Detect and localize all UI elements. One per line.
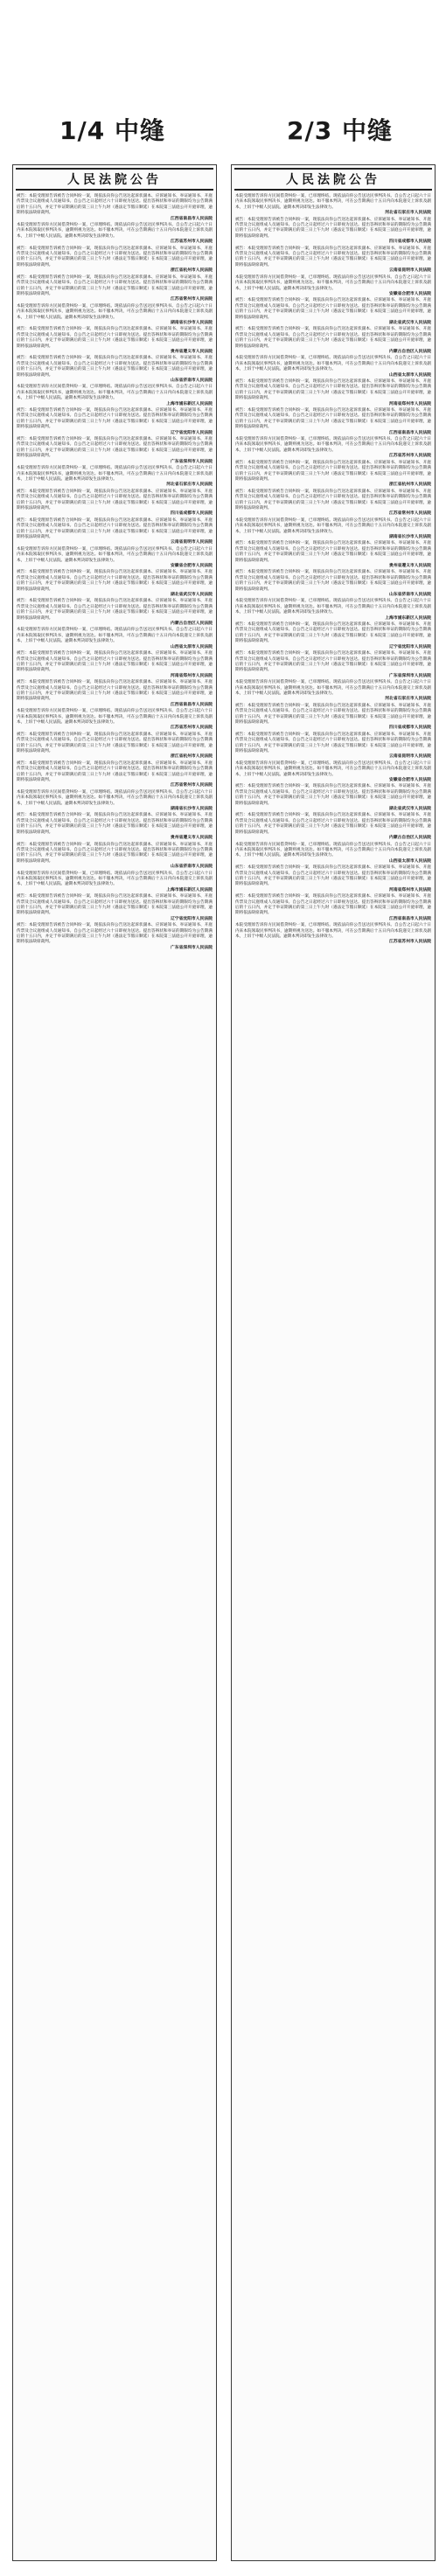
court-name: 贵州省遵义市人民法院 [389,564,431,568]
notice [235,194,431,217]
court-name: 内蒙古自治区人民法院 [171,621,213,627]
notice-text: 被告：本院受理原告诉被告合同纠纷一案，现依法向你公告送达起诉状副本、应诉通知书、举证通知书、开庭传票及合议庭组成人员通知书。自公告之日起经过六十日即视为送达。提出答辩状和举证的期限均为公告期满后的十五日内，并定于举证期满后的第三日上午九时（遇法定节假日顺延）在本院第三法庭公开开庭审理，逾期将依法缺席裁判。 [235,460,431,482]
notice-text: 被告：本院受理原告诉被告合同纠纷一案，现依法向你公告送达起诉状副本、应诉通知书、举证通知书、开庭传票及合议庭组成人员通知书。自公告之日起经过六十日即视为送达。提出答辩状和举证的期限均为公告期满后的十五日内，并定于举证期满后的第三日上午九时（遇法定节假日顺延）在本院第三法庭公开开庭审理，逾期将依法缺席裁判。 [17,408,213,430]
court-name: 河南省郑州市人民法院 [171,673,213,678]
court-name: 江西省南昌市人民法院 [389,916,431,921]
notice-text: 被告：本院受理原告诉被告合同纠纷一案，现依法向你公告送达起诉状副本、应诉通知书、举证通知书、开庭传票及合议庭组成人员通知书。自公告之日起经过六十日即视为送达。提出答辩状和举证的期限均为公告期满后的十五日内，并定于举证期满后的第三日上午九时（遇法定节假日顺延）在本院第三法庭公开开庭审理，逾期将依法缺席裁判。 [17,680,213,702]
notice [17,408,213,436]
court-name: 贵州省遵义市人民法院 [171,349,213,354]
notice-text: 被告：本院受理原告诉被告合同纠纷一案，现依法向你公告送达起诉状副本、应诉通知书、举证通知书、开庭传票及合议庭组成人员通知书。自公告之日起经过六十日即视为送达。提出答辩状和举证的期限均为公告期满后的十五日内，并定于举证期满后的第三日上午九时（遇法定节假日顺延）在本院第三法庭公开开庭审理，逾期将依法缺席裁判。 [235,298,431,320]
notice [235,218,431,246]
notice-text: 被告：本院受理原告诉被告合同纠纷一案，现依法向你公告送达起诉状副本、应诉通知书、举证通知书、开庭传票及合议庭组成人员通知书。自公告之日起经过六十日即视为送达。提出答辩状和举证的期限均为公告期满后的十五日内，并定于举证期满后的第三日上午九时（遇法定节假日顺延）在本院第三法庭公开开庭审理，逾期将依法缺席裁判。 [17,760,213,783]
court-name: 上海市浦东新区人民法院 [385,615,431,621]
notice [17,599,213,627]
notice-text: 被告：本院受理原告诉被告合同纠纷一案，现依法向你公告送达起诉状副本、应诉通知书、举证通知书、开庭传票及合议庭组成人员通知书。自公告之日起经过六十日即视为送达。提出答辩状和举证的期限均为公告期满后的十五日内，并定于举证期满后的第三日上午九时（遇法定节假日顺延）在本院第三法庭公开开庭审理，逾期将依法缺席裁判。 [17,813,213,835]
notice [17,843,213,871]
notice [235,518,431,541]
notice-text: 本院受理原告诉你方民间借贷纠纷一案，已审理终结。现依法向你公告送达民事判决书。自公告之日起六十日内来本院领取民事判决书，逾期则视为送达。如不服本判决，可在公告期满后十五日内向本院递交上诉状及副本，上诉于中级人民法院。逾期本判决即发生法律效力。 [17,789,213,806]
court-name: 安徽省合肥市人民法院 [389,778,431,783]
notice [235,894,431,922]
notice [17,327,213,355]
notice-text: 被告：本院受理原告诉被告合同纠纷一案，现依法向你公告送达起诉状副本、应诉通知书、举证通知书、开庭传票及合议庭组成人员通知书。自公告之日起经过六十日即视为送达。提出答辩状和举证的期限均为公告期满后的十五日内，并定于举证期满后的第三日上午九时（遇法定节假日顺延）在本院第三法庭公开开庭审理，逾期将依法缺席裁判。 [235,217,431,239]
notice [235,327,431,355]
notice [235,599,431,621]
left-notice-body [13,194,216,951]
left-notice-column [12,164,217,2561]
notice-text: 本院受理原告诉你方民间借贷纠纷一案，已审理终结。现依法向你公告送达民事判决书。自公告之日起六十日内来本院领取民事判决书，逾期则视为送达。如不服本判决，可在公告期满后十五日内向本院递交上诉状及副本，上诉于中级人民法院。逾期本判决即发生法律效力。 [17,466,213,482]
court-name: 内蒙古自治区人民法院 [389,836,431,841]
notice-text: 被告：本院受理原告诉被告合同纠纷一案，现依法向你公告送达起诉状副本、应诉通知书、举证通知书、开庭传票及合议庭组成人员通知书。自公告之日起经过六十日即视为送达。提出答辩状和举证的期限均为公告期满后的十五日内，并定于举证期满后的第三日上午九时（遇法定节假日顺延）在本院第三法庭公开开庭审理，逾期将依法缺席裁判。 [235,379,431,401]
notice-text: 本院受理原告诉你方民间借贷纠纷一案，已审理终结。现依法向你公告送达民事判决书。自公告之日起六十日内来本院领取民事判决书，逾期则视为送达。如不服本判决，可在公告期满后十五日内向本院递交上诉状及副本，上诉于中级人民法院。逾期本判决即发生法律效力。 [235,923,431,939]
court-name: 江西省南昌市人民法院 [171,702,213,707]
court-name: 上海市浦东新区人民法院 [166,887,213,892]
notice [17,194,213,222]
court-name: 河北省石家庄市人民法院 [385,697,431,702]
notice-text: 被告：本院受理原告诉被告合同纠纷一案，现依法向你公告送达起诉状副本、应诉通知书、举证通知书、开庭传票及合议庭组成人员通知书。自公告之日起经过六十日即视为送达。提出答辩状和举证的期限均为公告期满后的十五日内，并定于举证期满后的第三日上午九时（遇法定节假日顺延）在本院第三法庭公开开庭审理，逾期将依法缺席裁判。 [235,246,431,267]
notice-text: 被告：本院受理原告诉被告合同纠纷一案，现依法向你公告送达起诉状副本、应诉通知书、举证通知书、开庭传票及合议庭组成人员通知书。自公告之日起经过六十日即视为送达。提出答辩状和举证的期限均为公告期满后的十五日内，并定于举证期满后的第三日上午九时（遇法定节假日顺延）在本院第三法庭公开开庭审理，逾期将依法缺席裁判。 [235,784,431,806]
notice [17,356,213,384]
court-name: 广东省深圳市人民法院 [171,945,213,950]
court-name: 四川省成都市人民法院 [389,726,431,731]
notice-text: 本院受理原告诉你方民间借贷纠纷一案，已审理终结。现依法向你公告送达民事判决书。自公告之日起六十日内来本院领取民事判决书，逾期则视为送达。如不服本判决，可在公告期满后十五日内向本院递交上诉状及副本，上诉于中级人民法院。逾期本判决即发生法律效力。 [235,680,431,696]
notice [235,379,431,407]
court-name: 辽宁省沈阳市人民法院 [171,916,213,921]
court-name: 湖北省武汉市人民法院 [389,320,431,325]
notice-text: 被告：本院受理原告诉被告合同纠纷一案，现依法向你公告送达起诉状副本、应诉通知书、举证通知书、开庭传票及合议庭组成人员通知书。自公告之日起经过六十日即视为送达。提出答辩状和举证的期限均为公告期满后的十五日内，并定于举证期满后的第三日上午九时（遇法定节假日顺延）在本院第三法庭公开开庭审理，逾期将依法缺席裁判。 [235,489,431,510]
notice [235,813,431,841]
notice-text: 被告：本院受理原告诉被告合同纠纷一案，现依法向你公告送达起诉状副本、应诉通知书、举证通知书、开庭传票及合议庭组成人员通知书。自公告之日起经过六十日即视为送达。提出答辩状和举证的期限均为公告期满后的十五日内，并定于举证期满后的第三日上午九时（遇法定节假日顺延）在本院第三法庭公开开庭审理，逾期将依法缺席裁判。 [235,732,431,753]
notice-text: 被告：本院受理原告诉被告合同纠纷一案，现依法向你公告送达起诉状副本、应诉通知书、举证通知书、开庭传票及合议庭组成人员通知书。自公告之日起经过六十日即视为送达。提出答辩状和举证的期限均为公告期满后的十五日内，并定于举证期满后的第三日上午九时（遇法定节假日顺延）在本院第三法庭公开开庭审理，逾期将依法缺席裁判。 [235,570,431,592]
court-name: 湖南省长沙市人民法院 [171,807,213,812]
court-name: 安徽省合肥市人民法院 [171,564,213,568]
notice-text: 被告：本院受理原告诉被告合同纠纷一案，现依法向你公告送达起诉状副本、应诉通知书、举证通知书、开庭传票及合议庭组成人员通知书。自公告之日起经过六十日即视为送达。提出答辩状和举证的期限均为公告期满后的十五日内，并定于举证期满后的第三日上午九时（遇法定节假日顺延）在本院第三法庭公开开庭审理，逾期将依法缺席裁判。 [235,651,431,673]
notice-text: 被告：本院受理原告诉被告合同纠纷一案，现依法向你公告送达起诉状副本、应诉通知书、举证通知书、开庭传票及合议庭组成人员通知书。自公告之日起经过六十日即视为送达。提出答辩状和举证的期限均为公告期满后的十五日内，并定于举证期满后的第三日上午九时（遇法定节假日顺延）在本院第三法庭公开开庭审理，逾期将依法缺席裁判。 [235,865,431,887]
court-name: 湖北省武汉市人民法院 [171,593,213,598]
court-name: 山西省太原市人民法院 [389,858,431,864]
notice [235,923,431,946]
notice-text: 本院受理原告诉你方民间借贷纠纷一案，已审理终结。现依法向你公告送达民事判决书。自公告之日起六十日内来本院领取民事判决书，逾期则视为送达。如不服本判决，可在公告期满后十五日内向本院递交上诉状及副本，上诉于中级人民法院。逾期本判决即发生法律效力。 [17,385,213,401]
notice-text: 被告：本院受理原告诉被告合同纠纷一案，现依法向你公告送达起诉状副本、应诉通知书、举证通知书、开庭传票及合议庭组成人员通知书。自公告之日起经过六十日即视为送达。提出答辩状和举证的期限均为公告期满后的十五日内，并定于举证期满后的第三日上午九时（遇法定节假日顺延）在本院第三法庭公开开庭审理，逾期将依法缺席裁判。 [17,489,213,510]
notice-text: 被告：本院受理原告诉被告合同纠纷一案，现依法向你公告送达起诉状副本、应诉通知书、举证通知书、开庭传票及合议庭组成人员通知书。自公告之日起经过六十日即视为送达。提出答辩状和举证的期限均为公告期满后的十五日内，并定于举证期满后的第三日上午九时（遇法定节假日顺延）在本院第三法庭公开开庭审理，逾期将依法缺席裁判。 [17,599,213,621]
court-name: 江苏省苏州市人民法院 [389,454,431,459]
notice [17,246,213,274]
court-name: 四川省成都市人民法院 [389,240,431,245]
court-name: 辽宁省沈阳市人民法院 [389,644,431,649]
notice [17,570,213,598]
notice-text: 被告：本院受理原告诉被告合同纠纷一案，现依法向你公告送达起诉状副本、应诉通知书、举证通知书、开庭传票及合议庭组成人员通知书。自公告之日起经过六十日即视为送达。提出答辩状和举证的期限均为公告期满后的十五日内，并定于举证期满后的第三日上午九时（遇法定节假日顺延）在本院第三法庭公开开庭审理，逾期将依法缺席裁判。 [235,622,431,644]
court-name: 广东省深圳市人民法院 [171,459,213,464]
notice [17,385,213,407]
notice-text: 被告：本院受理原告诉被告合同纠纷一案，现依法向你公告送达起诉状副本、应诉通知书、举证通知书、开庭传票及合议庭组成人员通知书。自公告之日起经过六十日即视为送达。提出答辩状和举证的期限均为公告期满后的十五日内，并定于举证期满后的第三日上午九时（遇法定节假日顺延）在本院第三法庭公开开庭审理，逾期将依法缺席裁判。 [17,194,213,216]
notice-text: 被告：本院受理原告诉被告合同纠纷一案，现依法向你公告送达起诉状副本、应诉通知书、举证通知书、开庭传票及合议庭组成人员通知书。自公告之日起经过六十日即视为送达。提出答辩状和举证的期限均为公告期满后的十五日内，并定于举证期满后的第三日上午九时（遇法定节假日顺延）在本院第三法庭公开开庭审理，逾期将依法缺席裁判。 [17,894,213,916]
notice-text: 本院受理原告诉你方民间借贷纠纷一案，已审理终结。现依法向你公告送达民事判决书。自公告之日起六十日内来本院领取民事判决书，逾期则视为送达。如不服本判决，可在公告期满后十五日内向本院递交上诉状及副本，上诉于中级人民法院。逾期本判决即发生法律效力。 [17,871,213,887]
notice-text: 本院受理原告诉你方民间借贷纠纷一案，已审理终结。现依法向你公告送达民事判决书。自公告之日起六十日内来本院领取民事判决书，逾期则视为送达。如不服本判决，可在公告期满后十五日内向本院递交上诉状及副本，上诉于中级人民法院。逾期本判决即发生法律效力。 [235,760,431,777]
notice-text: 被告：本院受理原告诉被告合同纠纷一案，现依法向你公告送达起诉状副本、应诉通知书、举证通知书、开庭传票及合议庭组成人员通知书。自公告之日起经过六十日即视为送达。提出答辩状和举证的期限均为公告期满后的十五日内，并定于举证期满后的第三日上午九时（遇法定节假日顺延）在本院第三法庭公开开庭审理，逾期将依法缺席裁判。 [17,356,213,378]
court-name: 内蒙古自治区人民法院 [389,349,431,354]
court-name: 安徽省合肥市人民法院 [389,291,431,296]
notice [17,761,213,789]
notice-text: 本院受理原告诉你方民间借贷纠纷一案，已审理终结。现依法向你公告送达民事判决书。自公告之日起六十日内来本院领取民事判决书，逾期则视为送达。如不服本判决，可在公告期满后十五日内向本院递交上诉状及副本，上诉于中级人民法院。逾期本判决即发生法律效力。 [235,842,431,858]
notice [235,437,431,460]
notice [17,466,213,489]
court-name: 湖南省长沙市人民法院 [389,534,431,539]
court-name: 江苏省常州市人民法院 [389,511,431,517]
notice-text: 本院受理原告诉你方民间借贷纠纷一案，已审理终结。现依法向你公告送达民事判决书。自公告之日起六十日内来本院领取民事判决书，逾期则视为送达。如不服本判决，可在公告期满后十五日内向本院递交上诉状及副本，上诉于中级人民法院。逾期本判决即发生法律效力。 [235,517,431,534]
notice-text: 本院受理原告诉你方民间借贷纠纷一案，已审理终结。现依法向你公告送达民事判决书。自公告之日起六十日内来本院领取民事判决书，逾期则视为送达。如不服本判决，可在公告期满后十五日内向本院递交上诉状及副本，上诉于中级人民法院。逾期本判决即发生法律效力。 [235,194,431,210]
notice-text: 被告：本院受理原告诉被告合同纠纷一案，现依法向你公告送达起诉状副本、应诉通知书、举证通知书、开庭传票及合议庭组成人员通知书。自公告之日起经过六十日即视为送达。提出答辩状和举证的期限均为公告期满后的十五日内，并定于举证期满后的第三日上午九时（遇法定节假日顺延）在本院第三法庭公开开庭审理，逾期将依法缺席裁判。 [235,541,431,563]
court-name: 河北省石家庄市人民法院 [385,211,431,216]
court-name: 山西省太原市人民法院 [389,372,431,378]
notice [17,790,213,813]
court-name: 浙江省杭州市人民法院 [389,483,431,488]
court-name: 云南省昆明市人民法院 [389,268,431,274]
notice [235,843,431,865]
notice-text: 本院受理原告诉你方民间借贷纠纷一案，已审理终结。现依法向你公告送达民事判决书。自公告之日起六十日内来本院领取民事判决书，逾期则视为送达。如不服本判决，可在公告期满后十五日内向本院递交上诉状及副本，上诉于中级人民法院。逾期本判决即发生法律效力。 [17,223,213,239]
notice [235,680,431,703]
court-name: 江苏省常州市人民法院 [171,783,213,788]
court-name: 湖南省长沙市人民法院 [171,320,213,325]
notice-text: 被告：本院受理原告诉被告合同纠纷一案，现依法向你公告送达起诉状副本、应诉通知书、举证通知书、开庭传票及合议庭组成人员通知书。自公告之日起经过六十日即视为送达。提出答辩状和举证的期限均为公告期满后的十五日内，并定于举证期满后的第三日上午九时（遇法定节假日顺延）在本院第三法庭公开开庭审理，逾期将依法缺席裁判。 [235,408,431,430]
notice [235,541,431,569]
notice-text: 被告：本院受理原告诉被告合同纠纷一案，现依法向你公告送达起诉状副本、应诉通知书、举证通知书、开庭传票及合议庭组成人员通知书。自公告之日起经过六十日即视为送达。提出答辩状和举证的期限均为公告期满后的十五日内，并定于举证期满后的第三日上午九时（遇法定节假日顺延）在本院第三法庭公开开庭审理，逾期将依法缺席裁判。 [17,517,213,539]
notice [235,651,431,679]
notice-text: 被告：本院受理原告诉被告合同纠纷一案，现依法向你公告送达起诉状副本、应诉通知书、举证通知书、开庭传票及合议庭组成人员通知书。自公告之日起经过六十日即视为送达。提出答辩状和举证的期限均为公告期满后的十五日内，并定于举证期满后的第三日上午九时（遇法定节假日顺延）在本院第三法庭公开开庭审理，逾期将依法缺席裁判。 [17,570,213,592]
notice [17,651,213,679]
notice [235,356,431,378]
notice-text: 被告：本院受理原告诉被告合同纠纷一案，现依法向你公告送达起诉状副本、应诉通知书、举证通知书、开庭传票及合议庭组成人员通知书。自公告之日起经过六十日即视为送达。提出答辩状和举证的期限均为公告期满后的十五日内，并定于举证期满后的第三日上午九时（遇法定节假日顺延）在本院第三法庭公开开庭审理，逾期将依法缺席裁判。 [235,703,431,725]
right-notice-column [231,164,436,2561]
notice [17,490,213,517]
notice-text: 被告：本院受理原告诉被告合同纠纷一案，现依法向你公告送达起诉状副本、应诉通知书、举证通知书、开庭传票及合议庭组成人员通知书。自公告之日起经过六十日即视为送达。提出答辩状和举证的期限均为公告期满后的十五日内，并定于举证期满后的第三日上午九时（遇法定节假日顺延）在本院第三法庭公开开庭审理，逾期将依法缺席裁判。 [17,274,213,296]
notice [17,709,213,732]
court-name: 河南省郑州市人民法院 [389,401,431,406]
court-name: 江苏省苏州市人民法院 [171,240,213,245]
notice [235,784,431,812]
notice-text: 本院受理原告诉你方民间借贷纠纷一案，已审理终结。现依法向你公告送达民事判决书。自公告之日起六十日内来本院领取民事判决书，逾期则视为送达。如不服本判决，可在公告期满后十五日内向本院递交上诉状及副本，上诉于中级人民法院。逾期本判决即发生法律效力。 [17,628,213,644]
notice [17,518,213,546]
right-notice-body [232,194,435,946]
court-name: 江苏省苏州市人民法院 [171,726,213,731]
notice-text: 被告：本院受理原告诉被告合同纠纷一案，现依法向你公告送达起诉状副本、应诉通知书、举证通知书、开庭传票及合议庭组成人员通知书。自公告之日起经过六十日即视为送达。提出答辩状和举证的期限均为公告期满后的十五日内，并定于举证期满后的第三日上午九时（遇法定节假日顺延）在本院第三法庭公开开庭审理，逾期将依法缺席裁判。 [235,813,431,835]
notice [17,628,213,650]
notice-text: 被告：本院受理原告诉被告合同纠纷一案，现依法向你公告送达起诉状副本、应诉通知书、举证通知书、开庭传票及合议庭组成人员通知书。自公告之日起经过六十日即视为送达。提出答辩状和举证的期限均为公告期满后的十五日内，并定于举证期满后的第三日上午九时（遇法定节假日顺延）在本院第三法庭公开开庭审理，逾期将依法缺席裁判。 [17,327,213,349]
court-name: 江西省南昌市人民法院 [171,216,213,221]
court-name: 贵州省遵义市人民法院 [171,836,213,841]
notice-text: 被告：本院受理原告诉被告合同纠纷一案，现依法向你公告送达起诉状副本、应诉通知书、举证通知书、开庭传票及合议庭组成人员通知书。自公告之日起经过六十日即视为送达。提出答辩状和举证的期限均为公告期满后的十五日内，并定于举证期满后的第三日上午九时（遇法定节假日顺延）在本院第三法庭公开开庭审理，逾期将依法缺席裁判。 [17,246,213,267]
notice-text: 本院受理原告诉你方民间借贷纠纷一案，已审理终结。现依法向你公告送达民事判决书。自公告之日起六十日内来本院领取民事判决书，逾期则视为送达。如不服本判决，可在公告期满后十五日内向本院递交上诉状及副本，上诉于中级人民法院。逾期本判决即发生法律效力。 [17,303,213,320]
notice-text: 被告：本院受理原告诉被告合同纠纷一案，现依法向你公告送达起诉状副本、应诉通知书、举证通知书、开庭传票及合议庭组成人员通知书。自公告之日起经过六十日即视为送达。提出答辩状和举证的期限均为公告期满后的十五日内，并定于举证期满后的第三日上午九时（遇法定节假日顺延）在本院第三法庭公开开庭审理，逾期将依法缺席裁判。 [235,894,431,916]
notice [17,813,213,841]
notice-text: 被告：本院受理原告诉被告合同纠纷一案，现依法向你公告送达起诉状副本、应诉通知书、举证通知书、开庭传票及合议庭组成人员通知书。自公告之日起经过六十日即视为送达。提出答辩状和举证的期限均为公告期满后的十五日内，并定于举证期满后的第三日上午九时（遇法定节假日顺延）在本院第三法庭公开开庭审理，逾期将依法缺席裁判。 [17,651,213,673]
notice [235,490,431,517]
notice [235,408,431,436]
notice [17,894,213,922]
notice [235,704,431,732]
notice-text: 本院受理原告诉你方民间借贷纠纷一案，已审理终结。现依法向你公告送达民事判决书。自公告之日起六十日内来本院领取民事判决书，逾期则视为送达。如不服本判决，可在公告期满后十五日内向本院递交上诉状及副本，上诉于中级人民法院。逾期本判决即发生法律效力。 [235,437,431,453]
court-name: 江苏省常州市人民法院 [171,297,213,302]
court-name: 四川省成都市人民法院 [171,511,213,517]
court-name: 山东省济南市人民法院 [171,864,213,870]
notice [17,871,213,894]
notice [17,223,213,246]
notice-text: 被告：本院受理原告诉被告合同纠纷一案，现依法向你公告送达起诉状副本、应诉通知书、举证通知书、开庭传票及合议庭组成人员通知书。自公告之日起经过六十日即视为送达。提出答辩状和举证的期限均为公告期满后的十五日内，并定于举证期满后的第三日上午九时（遇法定节假日顺延）在本院第三法庭公开开庭审理，逾期将依法缺席裁判。 [235,327,431,349]
court-name: 山东省济南市人民法院 [171,378,213,383]
court-name: 广东省深圳市人民法院 [389,673,431,678]
notice [17,437,213,465]
notice [17,680,213,708]
notice [235,298,431,326]
notice [17,733,213,760]
court-name: 浙江省杭州市人民法院 [171,268,213,274]
court-name: 山西省太原市人民法院 [171,644,213,649]
notice [235,570,431,598]
court-name: 江苏省苏州市人民法院 [389,940,431,945]
notice-text: 本院受理原告诉你方民间借贷纠纷一案，已审理终结。现依法向你公告送达民事判决书。自公告之日起六十日内来本院领取民事判决书，逾期则视为送达。如不服本判决，可在公告期满后十五日内向本院递交上诉状及副本，上诉于中级人民法院。逾期本判决即发生法律效力。 [235,274,431,291]
right-page-label: 2/3 中缝 [287,116,393,145]
court-name: 河南省郑州市人民法院 [389,887,431,892]
notice-text: 被告：本院受理原告诉被告合同纠纷一案，现依法向你公告送达起诉状副本、应诉通知书、举证通知书、开庭传票及合议庭组成人员通知书。自公告之日起经过六十日即视为送达。提出答辩状和举证的期限均为公告期满后的十五日内，并定于举证期满后的第三日上午九时（遇法定节假日顺延）在本院第三法庭公开开庭审理，逾期将依法缺席裁判。 [17,732,213,753]
notice-text: 被告：本院受理原告诉被告合同纠纷一案，现依法向你公告送达起诉状副本、应诉通知书、举证通知书、开庭传票及合议庭组成人员通知书。自公告之日起经过六十日即视为送达。提出答辩状和举证的期限均为公告期满后的十五日内，并定于举证期满后的第三日上午九时（遇法定节假日顺延）在本院第三法庭公开开庭审理，逾期将依法缺席裁判。 [17,437,213,459]
notice [235,733,431,760]
notice [235,461,431,489]
notice-text: 本院受理原告诉你方民间借贷纠纷一案，已审理终结。现依法向你公告送达民事判决书。自公告之日起六十日内来本院领取民事判决书，逾期则视为送达。如不服本判决，可在公告期满后十五日内向本院递交上诉状及副本，上诉于中级人民法院。逾期本判决即发生法律效力。 [235,356,431,372]
notice [17,275,213,303]
court-name: 辽宁省沈阳市人民法院 [171,430,213,435]
court-name: 江西省南昌市人民法院 [389,430,431,435]
court-name: 云南省昆明市人民法院 [389,754,431,760]
notice [235,761,431,784]
court-name: 山东省济南市人民法院 [389,593,431,598]
notice [17,547,213,570]
notice-text: 本院受理原告诉你方民间借贷纠纷一案，已审理终结。现依法向你公告送达民事判决书。自公告之日起六十日内来本院领取民事判决书，逾期则视为送达。如不服本判决，可在公告期满后十五日内向本院递交上诉状及副本，上诉于中级人民法院。逾期本判决即发生法律效力。 [235,599,431,615]
court-name: 云南省昆明市人民法院 [171,540,213,545]
notice [235,865,431,893]
court-name: 浙江省杭州市人民法院 [171,754,213,760]
court-name: 湖北省武汉市人民法院 [389,807,431,812]
left-column-title: 人民法院公告 [16,168,213,191]
notice-text: 被告：本院受理原告诉被告合同纠纷一案，现依法向你公告送达起诉状副本、应诉通知书、举证通知书、开庭传票及合议庭组成人员通知书。自公告之日起经过六十日即视为送达。提出答辩状和举证的期限均为公告期满后的十五日内，并定于举证期满后的第三日上午九时（遇法定节假日顺延）在本院第三法庭公开开庭审理，逾期将依法缺席裁判。 [17,842,213,864]
court-name: 上海市浦东新区人民法院 [166,401,213,406]
notice [235,246,431,274]
notice [235,275,431,298]
notice [17,304,213,327]
notice [235,622,431,650]
notice-text: 被告：本院受理原告诉被告合同纠纷一案，现依法向你公告送达起诉状副本、应诉通知书、举证通知书、开庭传票及合议庭组成人员通知书。自公告之日起经过六十日即视为送达。提出答辩状和举证的期限均为公告期满后的十五日内，并定于举证期满后的第三日上午九时（遇法定节假日顺延）在本院第三法庭公开开庭审理，逾期将依法缺席裁判。 [17,923,213,945]
notice-text: 本院受理原告诉你方民间借贷纠纷一案，已审理终结。现依法向你公告送达民事判决书。自公告之日起六十日内来本院领取民事判决书，逾期则视为送达。如不服本判决，可在公告期满后十五日内向本院递交上诉状及副本，上诉于中级人民法院。逾期本判决即发生法律效力。 [17,709,213,725]
notice [17,923,213,951]
left-page-label: 1/4 中缝 [59,116,165,145]
notice-text: 本院受理原告诉你方民间借贷纠纷一案，已审理终结。现依法向你公告送达民事判决书。自公告之日起六十日内来本院领取民事判决书，逾期则视为送达。如不服本判决，可在公告期满后十五日内向本院递交上诉状及副本，上诉于中级人民法院。逾期本判决即发生法律效力。 [17,546,213,563]
court-name: 河北省石家庄市人民法院 [166,483,213,488]
right-column-title: 人民法院公告 [234,168,432,191]
